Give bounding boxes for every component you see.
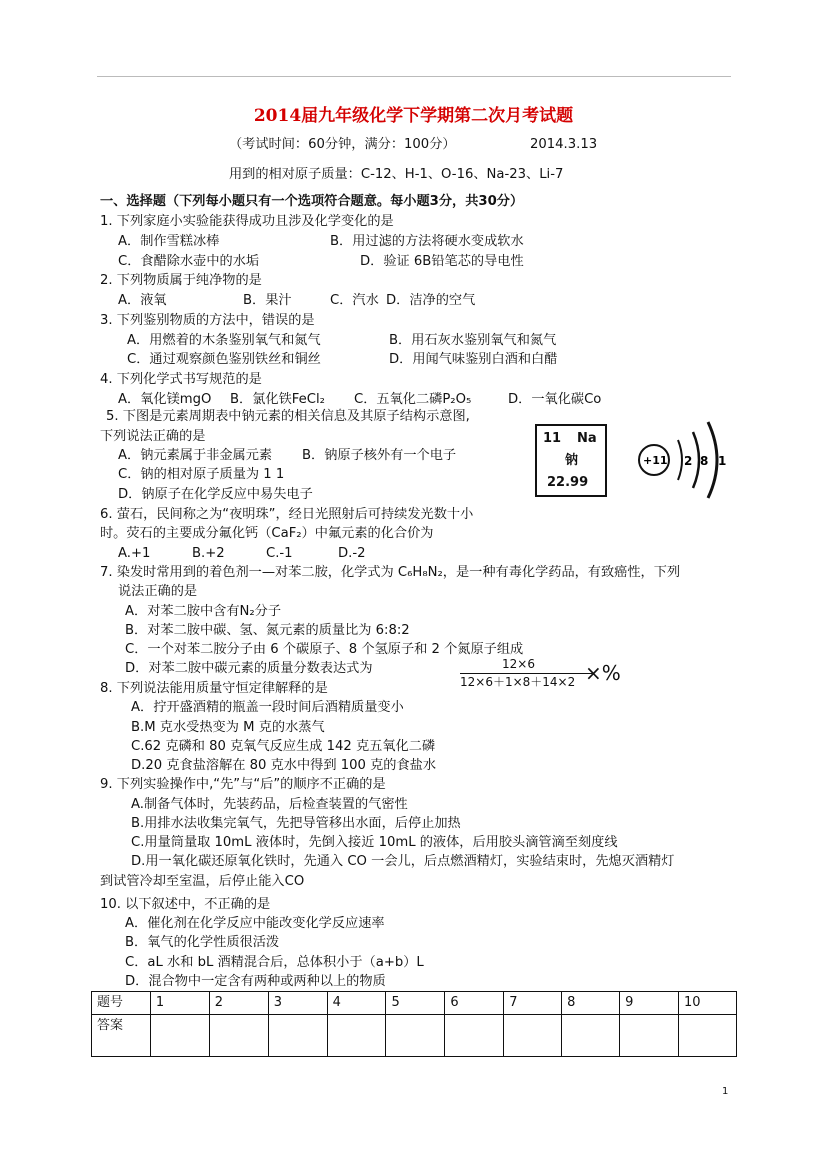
atomic-masses: 用到的相对原子质量：C-12、H-1、O-16、Na-23、Li-7 — [229, 167, 564, 182]
answer-cell[interactable] — [268, 1015, 327, 1057]
question-number-cell: 5 — [386, 992, 445, 1015]
nucleus-charge: +11 — [643, 454, 668, 467]
fraction-denominator: 12×6＋1×8＋14×2 — [460, 675, 576, 689]
answer-table — [91, 991, 737, 1057]
answer-cell[interactable] — [504, 1015, 562, 1057]
q1-option-d: D．验证 6B铅笔芯的导电性 — [360, 254, 524, 269]
question-number-cell: 3 — [268, 992, 327, 1015]
q4-option-c: C．五氧化二磷P₂O₅ — [354, 392, 472, 407]
element-number: 11 — [543, 431, 562, 446]
shell-3-electrons: 1 — [718, 454, 727, 468]
fraction-percent: ×% — [585, 661, 621, 685]
q10-option-b: B．氧气的化学性质很活泼 — [125, 935, 280, 950]
q6-option-b: B.+2 — [192, 546, 225, 561]
answer-cell[interactable] — [562, 1015, 620, 1057]
q4-option-b: B．氯化铁FeCl₂ — [230, 392, 325, 407]
q9-option-c: C.用量筒量取 10mL 液体时，先倒入接近 10mL 的液体，后用胶头滴管滴至刻度线 — [131, 835, 618, 850]
answer-cell[interactable] — [445, 1015, 504, 1057]
element-symbol: Na — [577, 431, 597, 446]
q3-stem: 3. 下列鉴别物质的方法中，错误的是 — [100, 313, 315, 328]
q7-option-b: B．对苯二胺中碳、氢、氮元素的质量比为 6:8:2 — [125, 623, 410, 638]
header-rule — [97, 76, 731, 77]
answer-cell[interactable] — [386, 1015, 445, 1057]
question-number-cell: 1 — [150, 992, 209, 1015]
q2-option-a: A．液氧 — [118, 293, 167, 308]
exam-date: 2014.3.13 — [530, 137, 598, 152]
q6-option-c: C.-1 — [266, 546, 293, 561]
q7-option-a: A．对苯二胺中含有N₂分子 — [125, 604, 282, 619]
question-number-cell: 8 — [562, 992, 620, 1015]
q6-option-a: A.+1 — [118, 546, 151, 561]
q5-stem-line1: 5. 下图是元素周期表中钠元素的相关信息及其原子结构示意图, — [106, 409, 470, 424]
q8-stem: 8. 下列说法能用质量守恒定律解释的是 — [100, 681, 328, 696]
answer-table-header-row — [92, 992, 737, 1015]
q3-option-c: C．通过观察颜色鉴别铁丝和铜丝 — [127, 352, 321, 367]
q9-stem: 9. 下列实验操作中,“先”与“后”的顺序不正确的是 — [100, 777, 386, 792]
sodium-atom-structure-diagram — [632, 418, 742, 500]
q8-option-a: A．拧开盛酒精的瓶盖一段时间后酒精质量变小 — [131, 700, 404, 715]
q1-option-a: A．制作雪糕冰棒 — [118, 234, 220, 249]
answer-cell[interactable] — [209, 1015, 268, 1057]
answer-cell[interactable] — [678, 1015, 736, 1057]
q1-option-c: C．食醋除水壶中的水垢 — [118, 254, 260, 269]
q4-option-a: A．氧化镁mgO — [118, 392, 212, 407]
q6-stem-line1: 6. 萤石，民间称之为“夜明珠”，经日光照射后可持续发光数十小 — [100, 507, 474, 522]
q5-option-c: C．钠的相对原子质量为 1 1 — [118, 467, 285, 482]
q5-option-a: A．钠元素属于非金属元素 — [118, 448, 273, 463]
element-name: 钠 — [565, 453, 579, 468]
q1-option-b: B．用过滤的方法将硬水变成软水 — [330, 234, 524, 249]
q2-option-c: C．汽水 — [330, 293, 379, 308]
q9-option-a: A.制备气体时，先装药品，后检查装置的气密性 — [131, 797, 408, 812]
answer-table-answer-row — [92, 1015, 737, 1057]
q10-option-a: A．催化剂在化学反应中能改变化学反应速率 — [125, 916, 385, 931]
question-number-label: 题号 — [92, 992, 151, 1015]
q6-option-d: D.-2 — [338, 546, 366, 561]
q10-option-d: D．混合物中一定含有两种或两种以上的物质 — [125, 974, 386, 989]
shell-1-electrons: 2 — [684, 454, 693, 468]
question-number-cell: 2 — [209, 992, 268, 1015]
question-number-cell: 7 — [504, 992, 562, 1015]
q7-stem-line1: 7. 染发时常用到的着色剂一—对苯二胺，化学式为 C₆H₈N₂，是一种有毒化学药品，有致癌性，下列 — [100, 565, 681, 580]
q9-option-b: B.用排水法收集完氧气，先把导管移出水面，后停止加热 — [131, 816, 461, 831]
q9-option-d-line2: 到试管冷却至室温，后停止能入CO — [100, 874, 305, 889]
q3-option-a: A．用燃着的木条鉴别氧气和氮气 — [127, 333, 321, 348]
sodium-element-card — [535, 424, 607, 497]
question-number-cell: 9 — [620, 992, 679, 1015]
q3-option-d: D．用闻气味鉴别白酒和白醋 — [389, 352, 558, 367]
question-number-cell: 4 — [327, 992, 386, 1015]
q8-option-b: B.M 克水受热变为 M 克的水蒸气 — [131, 720, 325, 735]
q2-stem: 2. 下列物质属于纯净物的是 — [100, 273, 262, 288]
q4-stem: 4. 下列化学式书写规范的是 — [100, 372, 262, 387]
q3-option-b: B．用石灰水鉴别氧气和氮气 — [389, 333, 557, 348]
q1-stem: 1. 下列家庭小实验能获得成功且涉及化学变化的是 — [100, 214, 394, 229]
answer-cell[interactable] — [620, 1015, 679, 1057]
q7-option-c: C．一个对苯二胺分子由 6 个碳原子、8 个氢原子和 2 个氮原子组成 — [125, 642, 524, 657]
q5-stem-line2: 下列说法正确的是 — [100, 429, 206, 444]
q5-option-b: B．钠原子核外有一个电子 — [302, 448, 457, 463]
q2-option-d: D．洁净的空气 — [386, 293, 476, 308]
fraction-numerator: 12×6 — [502, 657, 535, 671]
page-number: 1 — [722, 1086, 729, 1097]
q5-option-d: D．钠原子在化学反应中易失电子 — [118, 487, 313, 502]
q10-stem: 10. 以下叙述中，不正确的是 — [100, 897, 271, 912]
answer-cell[interactable] — [327, 1015, 386, 1057]
q10-option-c: C．aL 水和 bL 酒精混合后，总体积小于（a+b）L — [125, 955, 424, 970]
q8-option-c: C.62 克磷和 80 克氧气反应生成 142 克五氧化二磷 — [131, 739, 436, 754]
q6-stem-line2: 时。荧石的主要成分氟化钙（CaF₂）中氟元素的化合价为 — [100, 526, 434, 541]
shell-2-electrons: 8 — [700, 454, 709, 468]
exam-title: 2014届九年级化学下学期第二次月考试题 — [253, 106, 574, 126]
section-heading: 一、选择题（下列每小题只有一个选项符合题意。每小题3分，共30分） — [100, 194, 524, 209]
carbon-mass-fraction-formula — [457, 656, 621, 692]
q9-option-d-line1: D.用一氧化碳还原氧化铁时，先通入 CO 一会儿，后点燃酒精灯，实验结束时，先熄灭酒精灯 — [131, 854, 675, 869]
question-number-cell: 6 — [445, 992, 504, 1015]
q7-stem-line2: 说法正确的是 — [118, 584, 198, 599]
q8-option-d: D.20 克食盐溶解在 80 克水中得到 100 克的食盐水 — [131, 758, 437, 773]
exam-info: （考试时间：60分钟，满分：100分） — [229, 137, 456, 152]
question-number-cell: 10 — [678, 992, 736, 1015]
q2-option-b: B．果汁 — [243, 293, 292, 308]
q7-option-d: D．对苯二胺中碳元素的质量分数表达式为 — [125, 661, 373, 676]
element-mass: 22.99 — [547, 475, 589, 490]
answer-cell[interactable] — [150, 1015, 209, 1057]
answer-label: 答案 — [92, 1015, 151, 1057]
q4-option-d: D．一氧化碳Co — [508, 392, 602, 407]
